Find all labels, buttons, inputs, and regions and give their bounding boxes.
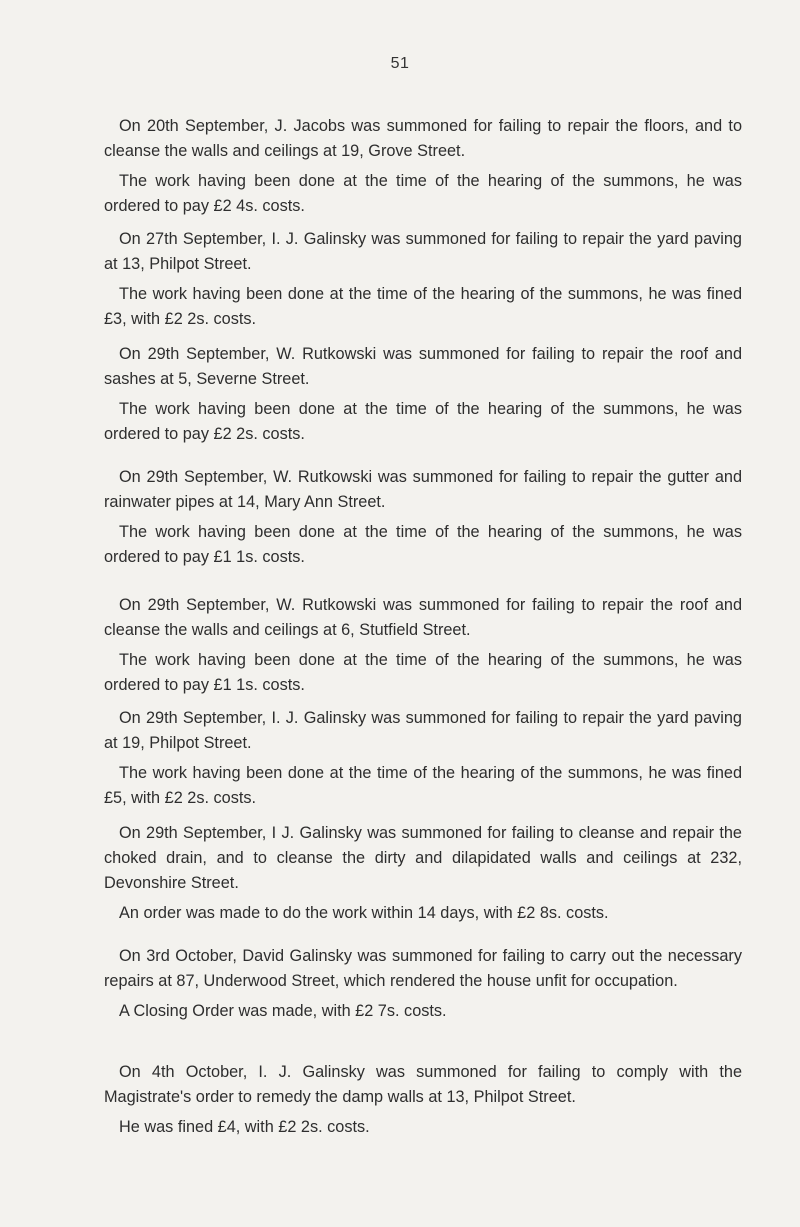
entry-paragraph: On 29th September, W. Rutkowski was summoned for failing to repair the roof and sashes at 5, Severne Street. — [104, 345, 742, 388]
entry-9 — [104, 1060, 742, 1140]
entry-paragraph: On 29th September, I. J. Galinsky was summoned for failing to repair the yard paving at 19, Philpot Street. — [104, 709, 742, 752]
entry-paragraph: On 4th October, I. J. Galinsky was summoned for failing to comply with the Magistrate's order to remedy the damp walls at 13, Philpot Street. — [104, 1063, 742, 1106]
entry-7 — [104, 821, 742, 926]
entry-paragraph: On 29th September, I J. Galinsky was summoned for failing to cleanse and repair the choked drain, and to cleanse the dirty and dilapidated walls and ceilings at 232, Devonshire Street. — [104, 824, 742, 892]
entry-3 — [104, 342, 742, 447]
entry-2 — [104, 227, 742, 332]
entry-paragraph: He was fined £4, with £2 2s. costs. — [119, 1118, 370, 1136]
entry-paragraph: The work having been done at the time of the hearing of the summons, he was ordered to pay £2 4s. costs. — [104, 172, 742, 215]
entry-paragraph: On 29th September, W. Rutkowski was summoned for failing to repair the roof and cleanse the walls and ceilings at 6, Stutfield Street. — [104, 596, 742, 639]
entry-paragraph: The work having been done at the time of the hearing of the summons, he was ordered to pay £1 1s. costs. — [104, 651, 742, 694]
entry-paragraph: On 29th September, W. Rutkowski was summoned for failing to repair the gutter and rainwater pipes at 14, Mary Ann Street. — [104, 468, 742, 511]
entry-paragraph: A Closing Order was made, with £2 7s. costs. — [119, 1002, 447, 1020]
entry-paragraph: The work having been done at the time of the hearing of the summons, he was ordered to pay £1 1s. costs. — [104, 523, 742, 566]
entry-paragraph: On 20th September, J. Jacobs was summoned for failing to repair the floors, and to cleanse the walls and ceilings at 19, Grove Street. — [104, 117, 742, 160]
entry-paragraph: The work having been done at the time of the hearing of the summons, he was ordered to pay £2 2s. costs. — [104, 400, 742, 443]
entry-paragraph: On 3rd October, David Galinsky was summoned for failing to carry out the necessary repairs at 87, Underwood Street, which rendered the house unfit for occupation. — [104, 947, 742, 990]
entry-4 — [104, 465, 742, 570]
entry-paragraph: On 27th September, I. J. Galinsky was summoned for failing to repair the yard paving at 13, Philpot Street. — [104, 230, 742, 273]
entry-paragraph: An order was made to do the work within 14 days, with £2 8s. costs. — [119, 904, 609, 922]
entry-1 — [104, 114, 742, 219]
entry-paragraph: The work having been done at the time of the hearing of the summons, he was fined £5, with £2 2s. costs. — [104, 764, 742, 807]
entry-8 — [104, 944, 742, 1024]
entry-6 — [104, 706, 742, 811]
entry-5 — [104, 593, 742, 698]
page-number: 51 — [390, 55, 410, 72]
entry-paragraph: The work having been done at the time of the hearing of the summons, he was fined £3, with £2 2s. costs. — [104, 285, 742, 328]
